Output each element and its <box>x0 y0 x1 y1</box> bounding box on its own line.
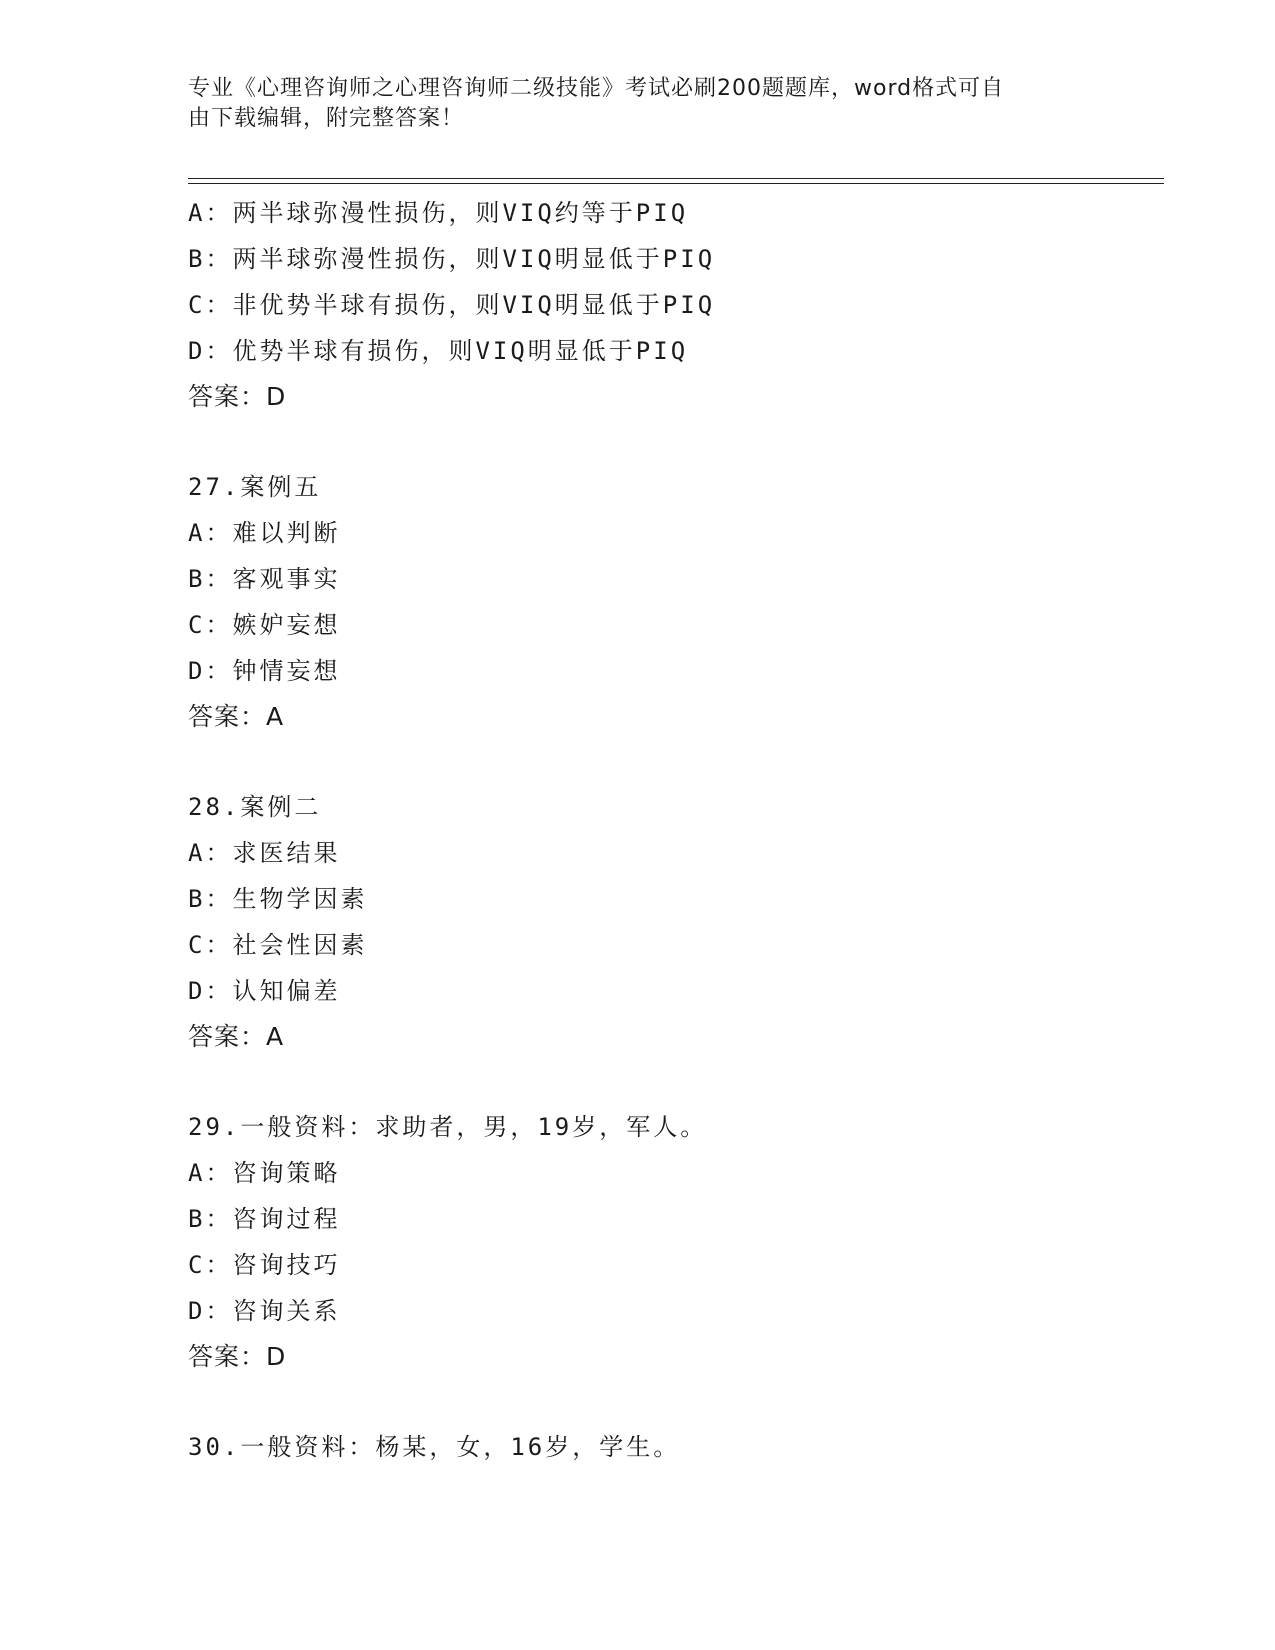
option-d: D：优势半球有损伤，则VIQ明显低于PIQ <box>188 337 689 365</box>
header-line-1: 专业《心理咨询师之心理咨询师二级技能》考试必刷200题题库，word格式可自 <box>188 76 1005 101</box>
option-d: D：认知偏差 <box>188 977 341 1005</box>
question-stem: 29.一般资料：求助者，男，19岁，军人。 <box>188 1113 708 1141</box>
option-c: C：嫉妒妄想 <box>188 611 341 639</box>
option-a: A：难以判断 <box>188 519 341 547</box>
option-a: A：两半球弥漫性损伤，则VIQ约等于PIQ <box>188 199 689 227</box>
question-block <box>188 1104 1148 1380</box>
question-stem: 28.案例二 <box>188 793 322 821</box>
option-b: B：客观事实 <box>188 565 341 593</box>
option-d: D：咨询关系 <box>188 1297 341 1325</box>
answer-line: 答案：A <box>188 702 285 731</box>
question-block <box>188 784 1148 1060</box>
document-header <box>188 74 1078 134</box>
question-block <box>188 190 1148 420</box>
option-c: C：非优势半球有损伤，则VIQ明显低于PIQ <box>188 291 716 319</box>
header-divider-top <box>188 178 1164 179</box>
option-b: B：两半球弥漫性损伤，则VIQ明显低于PIQ <box>188 245 716 273</box>
option-b: B：咨询过程 <box>188 1205 341 1233</box>
option-a: A：求医结果 <box>188 839 341 867</box>
question-stem: 27.案例五 <box>188 473 322 501</box>
question-block <box>188 1424 1148 1470</box>
option-c: C：社会性因素 <box>188 931 368 959</box>
option-b: B：生物学因素 <box>188 885 368 913</box>
answer-line: 答案：D <box>188 1342 287 1371</box>
option-c: C：咨询技巧 <box>188 1251 341 1279</box>
question-stem: 30.一般资料：杨某，女，16岁，学生。 <box>188 1433 681 1461</box>
header-divider-bottom <box>188 183 1164 184</box>
question-block <box>188 464 1148 740</box>
answer-line: 答案：A <box>188 1022 285 1051</box>
option-a: A：咨询策略 <box>188 1159 341 1187</box>
question-list <box>188 190 1148 1470</box>
header-line-2: 由下载编辑，附完整答案！ <box>188 106 465 131</box>
option-d: D：钟情妄想 <box>188 657 341 685</box>
answer-line: 答案：D <box>188 382 287 411</box>
